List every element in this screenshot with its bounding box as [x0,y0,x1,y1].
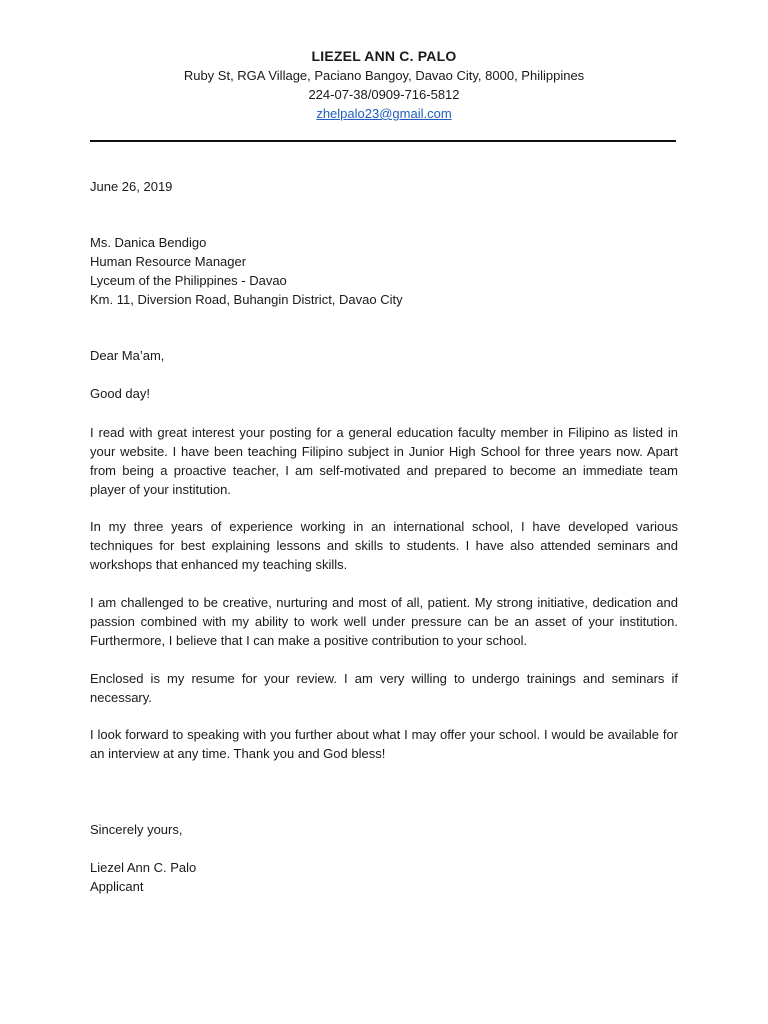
recipient-org: Lyceum of the Philippines - Davao [90,273,287,288]
recipient-title: Human Resource Manager [90,254,247,269]
paragraph-4: Enclosed is my resume for your review. I am very willing to undergo trainings and seminars if necessary. [90,671,678,705]
closing: Sincerely yours, [90,822,183,837]
paragraph-5: I look forward to speaking with you further about what I may offer your school. I would be available for an interview at any time. Thank you and God bless! [90,727,678,761]
sender-address: Ruby St, RGA Village, Paciano Bangoy, Davao City, 8000, Philippines [183,68,585,83]
sender-name: LIEZEL ANN C. PALO [311,48,457,64]
paragraph-2: In my three years of experience working in an international school, I have developed various techniques for best explaining lessons and skills to students. I have also attended seminars and workshops that enhanced my teaching skills. [90,519,678,572]
letterhead [0,47,768,123]
signature-role: Applicant [90,879,144,894]
recipient-address: Km. 11, Diversion Road, Buhangin District, Davao City [90,292,403,307]
signature-block [90,858,678,896]
signature-name: Liezel Ann C. Palo [90,860,197,875]
letter-date: June 26, 2019 [90,179,173,194]
sender-phone: 224-07-38/0909-716-5812 [308,87,460,102]
sender-email-link[interactable]: zhelpalo23@gmail.com [316,106,452,121]
greeting: Good day! [90,386,150,401]
recipient-block [90,233,678,309]
paragraph-3: I am challenged to be creative, nurturing and most of all, patient. My strong initiative, dedication and passion combined with my ability to work well under pressure can be an asset of your institution. Furthermore, I believe that I can make a positive contribution to your school. [90,595,678,648]
recipient-name: Ms. Danica Bendigo [90,235,207,250]
paragraph-1: I read with great interest your posting for a general education faculty member in Filipino as listed in your website. I have been teaching Filipino subject in Junior High School for three years now. Apart from being a proactive teacher, I am self-motivated and prepared to become an immediate team player of your institution. [90,425,678,497]
salutation: Dear Ma’am, [90,348,165,363]
header-divider [90,140,676,142]
